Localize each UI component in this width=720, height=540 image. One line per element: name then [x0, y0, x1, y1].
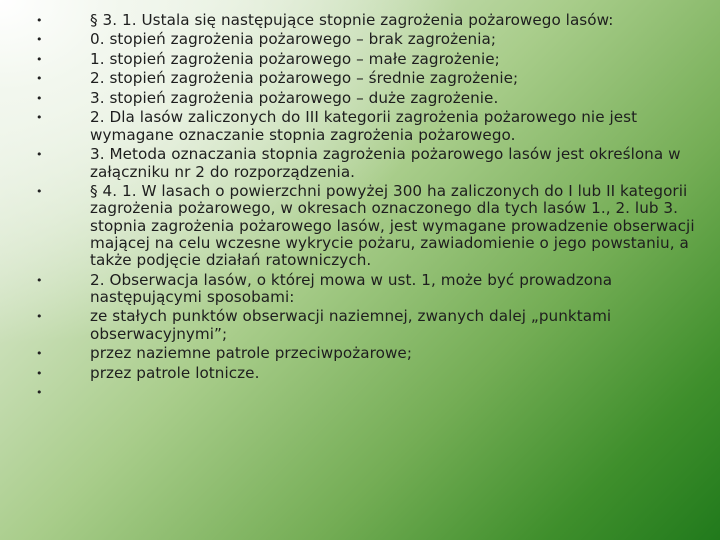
list-item — [36, 384, 696, 401]
list-item — [36, 272, 696, 307]
bullet-icon: • — [36, 347, 43, 361]
list-item-text: 2. stopień zagrożenia pożarowego – średnie zagrożenie; — [90, 69, 519, 88]
list-item — [36, 109, 696, 144]
list-item — [36, 365, 696, 382]
bullet-icon: • — [36, 14, 43, 27]
bullet-icon: • — [36, 273, 43, 287]
list-item — [36, 90, 696, 107]
list-item-text: § 4. 1. W lasach o powierzchni powyżej 300 ha zaliczonych do I lub II kategorii zagrożenia pożarowego, w okresach oznaczonego dla tych lasów 1., 2. lub 3. stopnia zagrożenia pożarowego lasów, jest wymagane prowadzenie obserwacji mającej na celu wczesne wykrycie pożaru, zawiadomienie o jego powstaniu, a także podjęcie działań ratowniczych. — [90, 181, 695, 270]
bullet-icon: • — [36, 52, 43, 66]
bullet-list — [36, 12, 696, 404]
bullet-icon: • — [36, 33, 43, 47]
bullet-icon: • — [36, 72, 43, 86]
list-item-text: 2. Obserwacja lasów, o której mowa w ust. 1, może być prowadzona następującymi sposobami: — [90, 270, 613, 306]
bullet-icon: • — [36, 310, 43, 324]
bullet-icon: • — [36, 184, 43, 198]
list-item — [36, 70, 696, 87]
list-item — [36, 146, 696, 181]
bullet-icon: • — [36, 148, 43, 162]
bullet-icon: • — [36, 91, 43, 105]
list-item-text: 2. Dla lasów zaliczonych do III kategorii zagrożenia pożarowego nie jest wymagane oznaczanie stopnia zagrożenia pożarowego. — [90, 108, 638, 144]
list-item — [36, 51, 696, 68]
list-item-text: 0. stopień zagrożenia pożarowego – brak zagrożenia; — [90, 30, 496, 49]
list-item — [36, 345, 696, 362]
list-item-text: 3. stopień zagrożenia pożarowego – duże zagrożenie. — [90, 88, 499, 107]
bullet-icon: • — [36, 111, 43, 125]
list-item-text: 1. stopień zagrożenia pożarowego – małe zagrożenie; — [90, 49, 500, 68]
list-item — [36, 12, 696, 29]
list-item — [36, 308, 696, 343]
list-item-text: 3. Metoda oznaczania stopnia zagrożenia pożarowego lasów jest określona w załączniku nr 2 do rozporządzenia. — [90, 145, 681, 181]
bullet-icon: • — [36, 386, 43, 400]
list-item — [36, 183, 696, 269]
list-item-text: ze stałych punktów obserwacji naziemnej, zwanych dalej „punktami obserwacyjnymi”; — [90, 307, 612, 343]
list-item-text: przez patrole lotnicze. — [90, 363, 260, 382]
list-item — [36, 31, 696, 48]
list-item-text: § 3. 1. Ustala się następujące stopnie zagrożenia pożarowego lasów: — [90, 11, 614, 29]
list-item-text: przez naziemne patrole przeciwpożarowe; — [90, 344, 412, 363]
bullet-icon: • — [36, 366, 43, 380]
